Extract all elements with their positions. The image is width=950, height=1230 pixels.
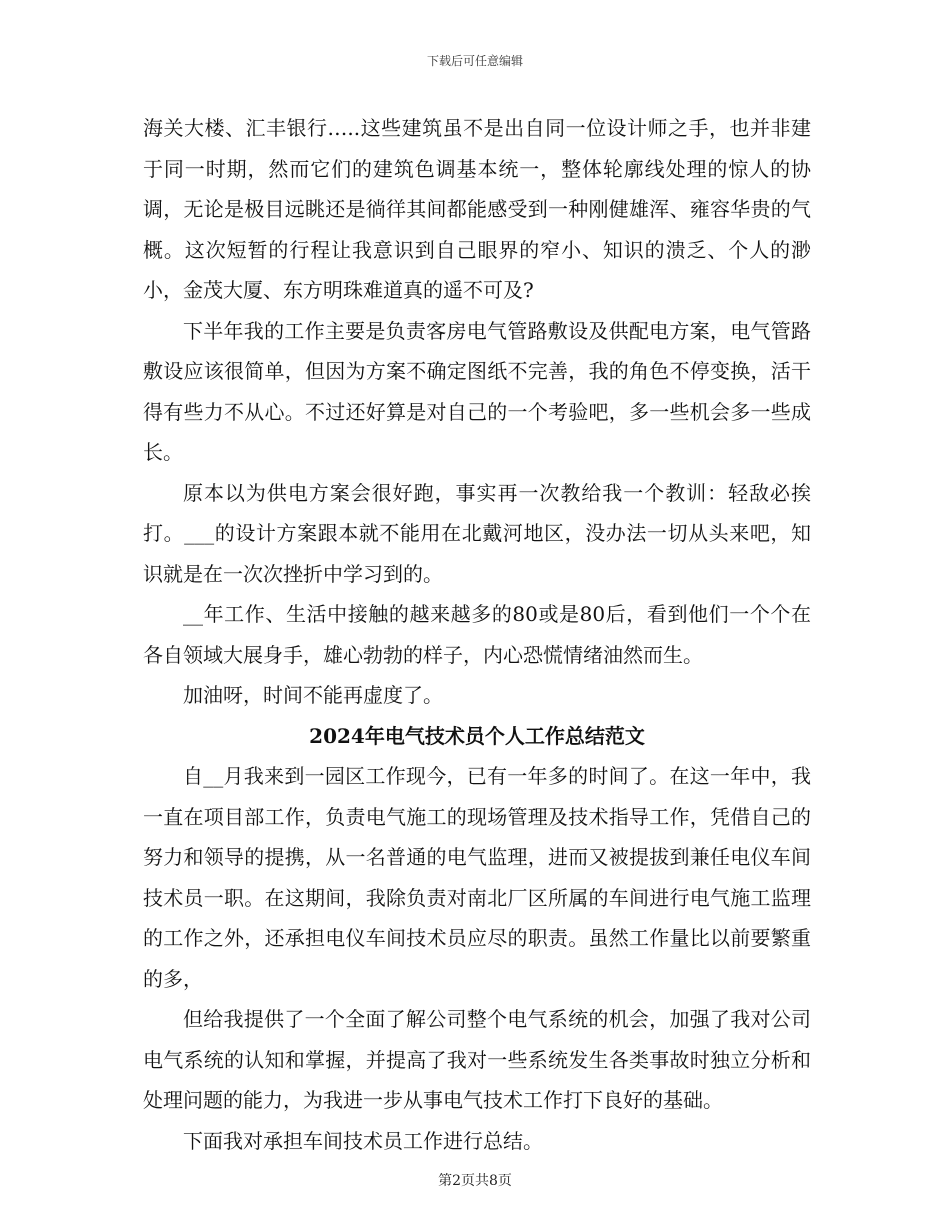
paragraph: 原本以为供电方案会很好跑，事实再一次教给我一个教训：轻敌必挨打。___的设计方案跟本就不能用在北戴河地区，没办法一切从头来吧，知识就是在一次次挫折中学习到的。 xyxy=(143,480,811,586)
paragraph: 自__月我来到一园区工作现今，已有一年多的时间了。在这一年中，我一直在项目部工作，负责电气施工的现场管理及技术指导工作，凭借自己的努力和领导的提携，从一名普通的电气监理，进而又被提拔到兼任电仪车间技术员一职。在这期间，我除负责对南北厂区所属的车间进行电气施工监理的工作之外，还承担电仪车间技术员应尽的职责。虽然工作量比以前要繁重的多， xyxy=(143,764,811,991)
paragraph: 下面我对承担车间技术员工作进行总结。 xyxy=(183,1128,543,1153)
paragraph: 海关大楼、汇丰银行…..这些建筑虽不是出自同一位设计师之手，也并非建于同一时期，然而它们的建筑色调基本统一，整体轮廓线处理的惊人的协调，无论是极目远眺还是徜徉其间都能感受到一种刚健雄浑、雍容华贵的气概。这次短暂的行程让我意识到自己眼界的窄小、知识的溃乏、个人的渺小，金茂大厦、东方明珠难道真的遥不可及? xyxy=(143,116,811,302)
paragraph: __年工作、生活中接触的越来越多的80或是80后，看到他们一个个在各自领域大展身手，雄心勃勃的样子，内心恐慌情绪油然而生。 xyxy=(143,602,811,667)
paragraph: 但给我提供了一个全面了解公司整个电气系统的机会，加强了我对公司电气系统的认知和掌握，并提高了我对一些系统发生各类事故时独立分析和处理问题的能力，为我进一步从事电气技术工作打下良好的基础。 xyxy=(143,1007,811,1112)
paragraph: 加油呀，时间不能再虚度了。 xyxy=(183,683,443,707)
paragraph: 下半年我的工作主要是负责客房电气管路敷设及供配电方案，电气管路敷设应该很简单，但因为方案不确定图纸不完善，我的角色不停变换，活干得有些力不从心。不过还好算是对自己的一个考验吧，多一些机会多一些成长。 xyxy=(143,318,811,464)
section-heading: 2024年电气技术员个人工作总结范文 xyxy=(309,723,645,748)
document-body xyxy=(143,108,811,1161)
page-number: 第2页共8页 xyxy=(438,1173,512,1189)
page-header-note: 下载后可任意编辑 xyxy=(426,54,523,68)
